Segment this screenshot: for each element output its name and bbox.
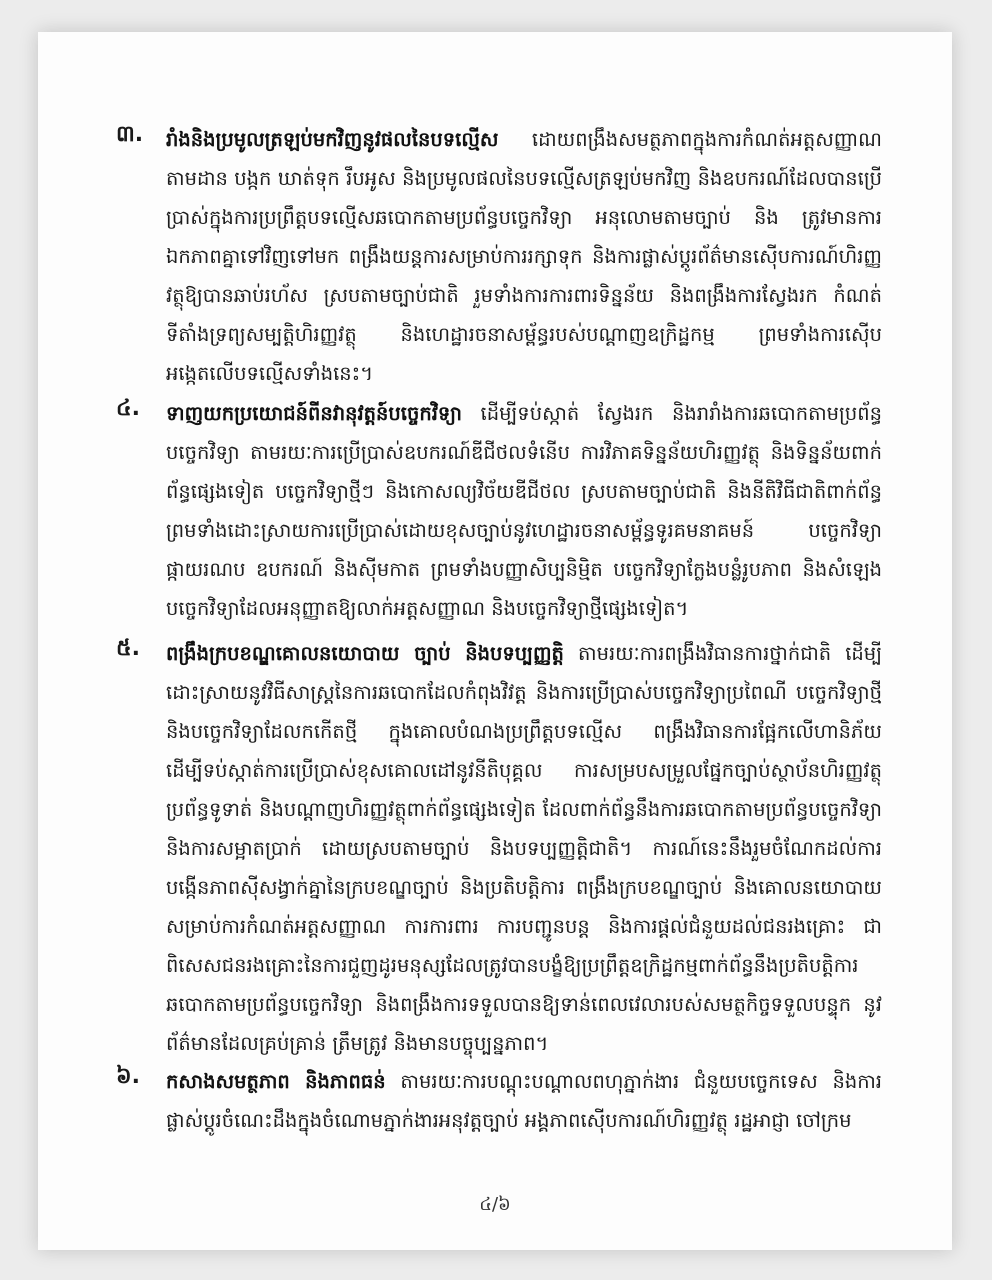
item-body: [166, 1062, 882, 1140]
item-title: ទាញយកប្រយោជន៍ពីនវានុវត្តន៍បច្ចេកវិទ្យា: [166, 402, 463, 425]
item-body: [166, 394, 882, 628]
item-body: [166, 120, 882, 393]
item-text: តាមរយៈការពង្រឹងវិធានការថ្នាក់ជាតិ ដើម្បីដោះស្រាយនូវវិធីសាស្រ្តនៃការឆបោកដែលកំពុងវិវត្ត និងការប្រើប្រាស់បច្ចេកវិទ្យាប្រពៃណី បច្ចេកវិទ្យាថ្មី និងបច្ចេកវិទ្យាដែលកកើតថ្មី ក្នុងគោលបំណងប្រព្រឹត្តបទល្មើស ពង្រឹងវិធានការផ្អែកលើហានិភ័យ ដើម្បីទប់ស្កាត់ការប្រើប្រាស់ខុសគោលដៅនូវនីតិបុគ្គល ការសម្របសម្រួលផ្នែកច្បាប់ស្ថាប័នហិរញ្ញវត្ថុ ប្រព័ន្ធទូទាត់ និងបណ្តាញហិរញ្ញវត្ថុពាក់ព័ន្ធផ្សេងទៀត ដែលពាក់ព័ន្ធនឹងការឆបោកតាមប្រព័ន្ធបច្ចេកវិទ្យា និងការសម្អាតប្រាក់ ដោយស្របតាមច្បាប់ និងបទប្បញ្ញត្តិជាតិ។ ការណ៍នេះនឹងរួមចំណែកដល់ការបង្កើនភាពស៊ីសង្វាក់គ្នានៃក្របខណ្ឌច្បាប់ និងប្រតិបត្តិការ ពង្រឹងក្របខណ្ឌច្បាប់ និងគោលនយោបាយ សម្រាប់ការកំណត់អត្តសញ្ញាណ ការការពារ ការបញ្ជូនបន្ត និងការផ្តល់ជំនួយដល់ជនរងគ្រោះ ជាពិសេសជនរងគ្រោះនៃការជួញដូរមនុស្សដែលត្រូវបានបង្ខំឱ្យប្រព្រឹត្តឧក្រិដ្ឋកម្មពាក់ព័ន្ធនឹងប្រតិបត្តិការឆបោកតាមប្រព័ន្ធបច្ចេកវិទ្យា និងពង្រឹងការទទួលបានឱ្យទាន់ពេលវេលារបស់សមត្ថកិច្ចទទួលបន្ទុក នូវព័ត៌មានដែលគ្រប់គ្រាន់ ត្រឹមត្រូវ និងមានបច្ចុប្បន្នភាព។: [166, 642, 882, 1055]
item-number: ៥.: [116, 636, 140, 661]
item-title: ពង្រឹងក្របខណ្ឌគោលនយោបាយ ច្បាប់ និងបទប្បញ្ញត្តិ: [166, 642, 564, 665]
item-number: ៣.: [116, 122, 144, 147]
item-body: [166, 634, 882, 1063]
item-text: ដោយពង្រឹងសមត្ថភាពក្នុងការកំណត់អត្តសញ្ញាណ តាមដាន បង្កក ឃាត់ទុក រឹបអូស និងប្រមូលផលនៃបទល្មើសត្រឡប់មកវិញ និងឧបករណ៍ដែលបានប្រើប្រាស់ក្នុងការប្រព្រឹត្តបទល្មើសឆបោកតាមប្រព័ន្ធបច្ចេកវិទ្យា អនុលោមតាមច្បាប់ និង ត្រូវមានការឯកភាពគ្នាទៅវិញទៅមក ពង្រឹងយន្តការសម្រាប់ការរក្សាទុក និងការផ្លាស់ប្តូរព័ត៌មានស៊ើបការណ៍ហិរញ្ញវត្ថុឱ្យបានឆាប់រហ័ស ស្របតាមច្បាប់ជាតិ រួមទាំងការការពារទិន្នន័យ និងពង្រឹងការស្វែងរក កំណត់ទីតាំងទ្រព្យសម្បត្តិហិរញ្ញវត្ថុ និងហេដ្ឋារចនាសម្ព័ន្ធរបស់បណ្តាញឧក្រិដ្ឋកម្ម ព្រមទាំងការស៊ើបអង្កេតលើបទល្មើសទាំងនេះ។: [166, 128, 882, 385]
item-text: តាមរយៈការបណ្តុះបណ្តាលពហុភ្នាក់ងារ ជំនួយបច្ចេកទេស និងការផ្លាស់ប្តូរចំណេះដឹងក្នុងចំណោមភ្នាក់ងារអនុវត្តច្បាប់ អង្គភាពស៊ើបការណ៍ហិរញ្ញវត្ថុ រដ្ឋអាជ្ញា ចៅក្រម: [166, 1070, 882, 1132]
item-number: ៦.: [116, 1064, 140, 1089]
item-title: រាំងនិងប្រមូលត្រឡប់មកវិញនូវផលនៃបទល្មើស: [166, 128, 499, 151]
item-text: ដើម្បីទប់ស្កាត់ ស្វែងរក និងរារាំងការឆបោកតាមប្រព័ន្ធបច្ចេកវិទ្យា តាមរយៈការប្រើប្រាស់ឧបករណ៍ឌីជីថលទំនើប ការវិភាគទិន្នន័យហិរញ្ញវត្ថុ និងទិន្នន័យពាក់ព័ន្ធផ្សេងទៀត បច្ចេកវិទ្យាថ្មីៗ និងកោសល្យវិច័យឌីជីថល ស្របតាមច្បាប់ជាតិ និងនីតិវិធីជាតិពាក់ព័ន្ធ ព្រមទាំងដោះស្រាយការប្រើប្រាស់ដោយខុសច្បាប់នូវហេដ្ឋារចនាសម្ព័ន្ធទូរគមនាគមន៍ បច្ចេកវិទ្យាផ្កាយរណប ឧបករណ៍ និងស៊ីមកាត ព្រមទាំងបញ្ញាសិប្បនិម្មិត បច្ចេកវិទ្យាក្លែងបន្លំរូបភាព និងសំឡេង បច្ចេកវិទ្យាដែលអនុញ្ញាតឱ្យលាក់អត្តសញ្ញាណ និងបច្ចេកវិទ្យាថ្មីផ្សេងទៀត។: [166, 402, 882, 620]
page-number: ៤/៦: [479, 1194, 511, 1215]
item-number: ៤.: [116, 396, 140, 421]
document-page: [38, 32, 952, 1250]
item-title: កសាងសមត្ថភាព និងភាពធន់: [166, 1070, 386, 1093]
